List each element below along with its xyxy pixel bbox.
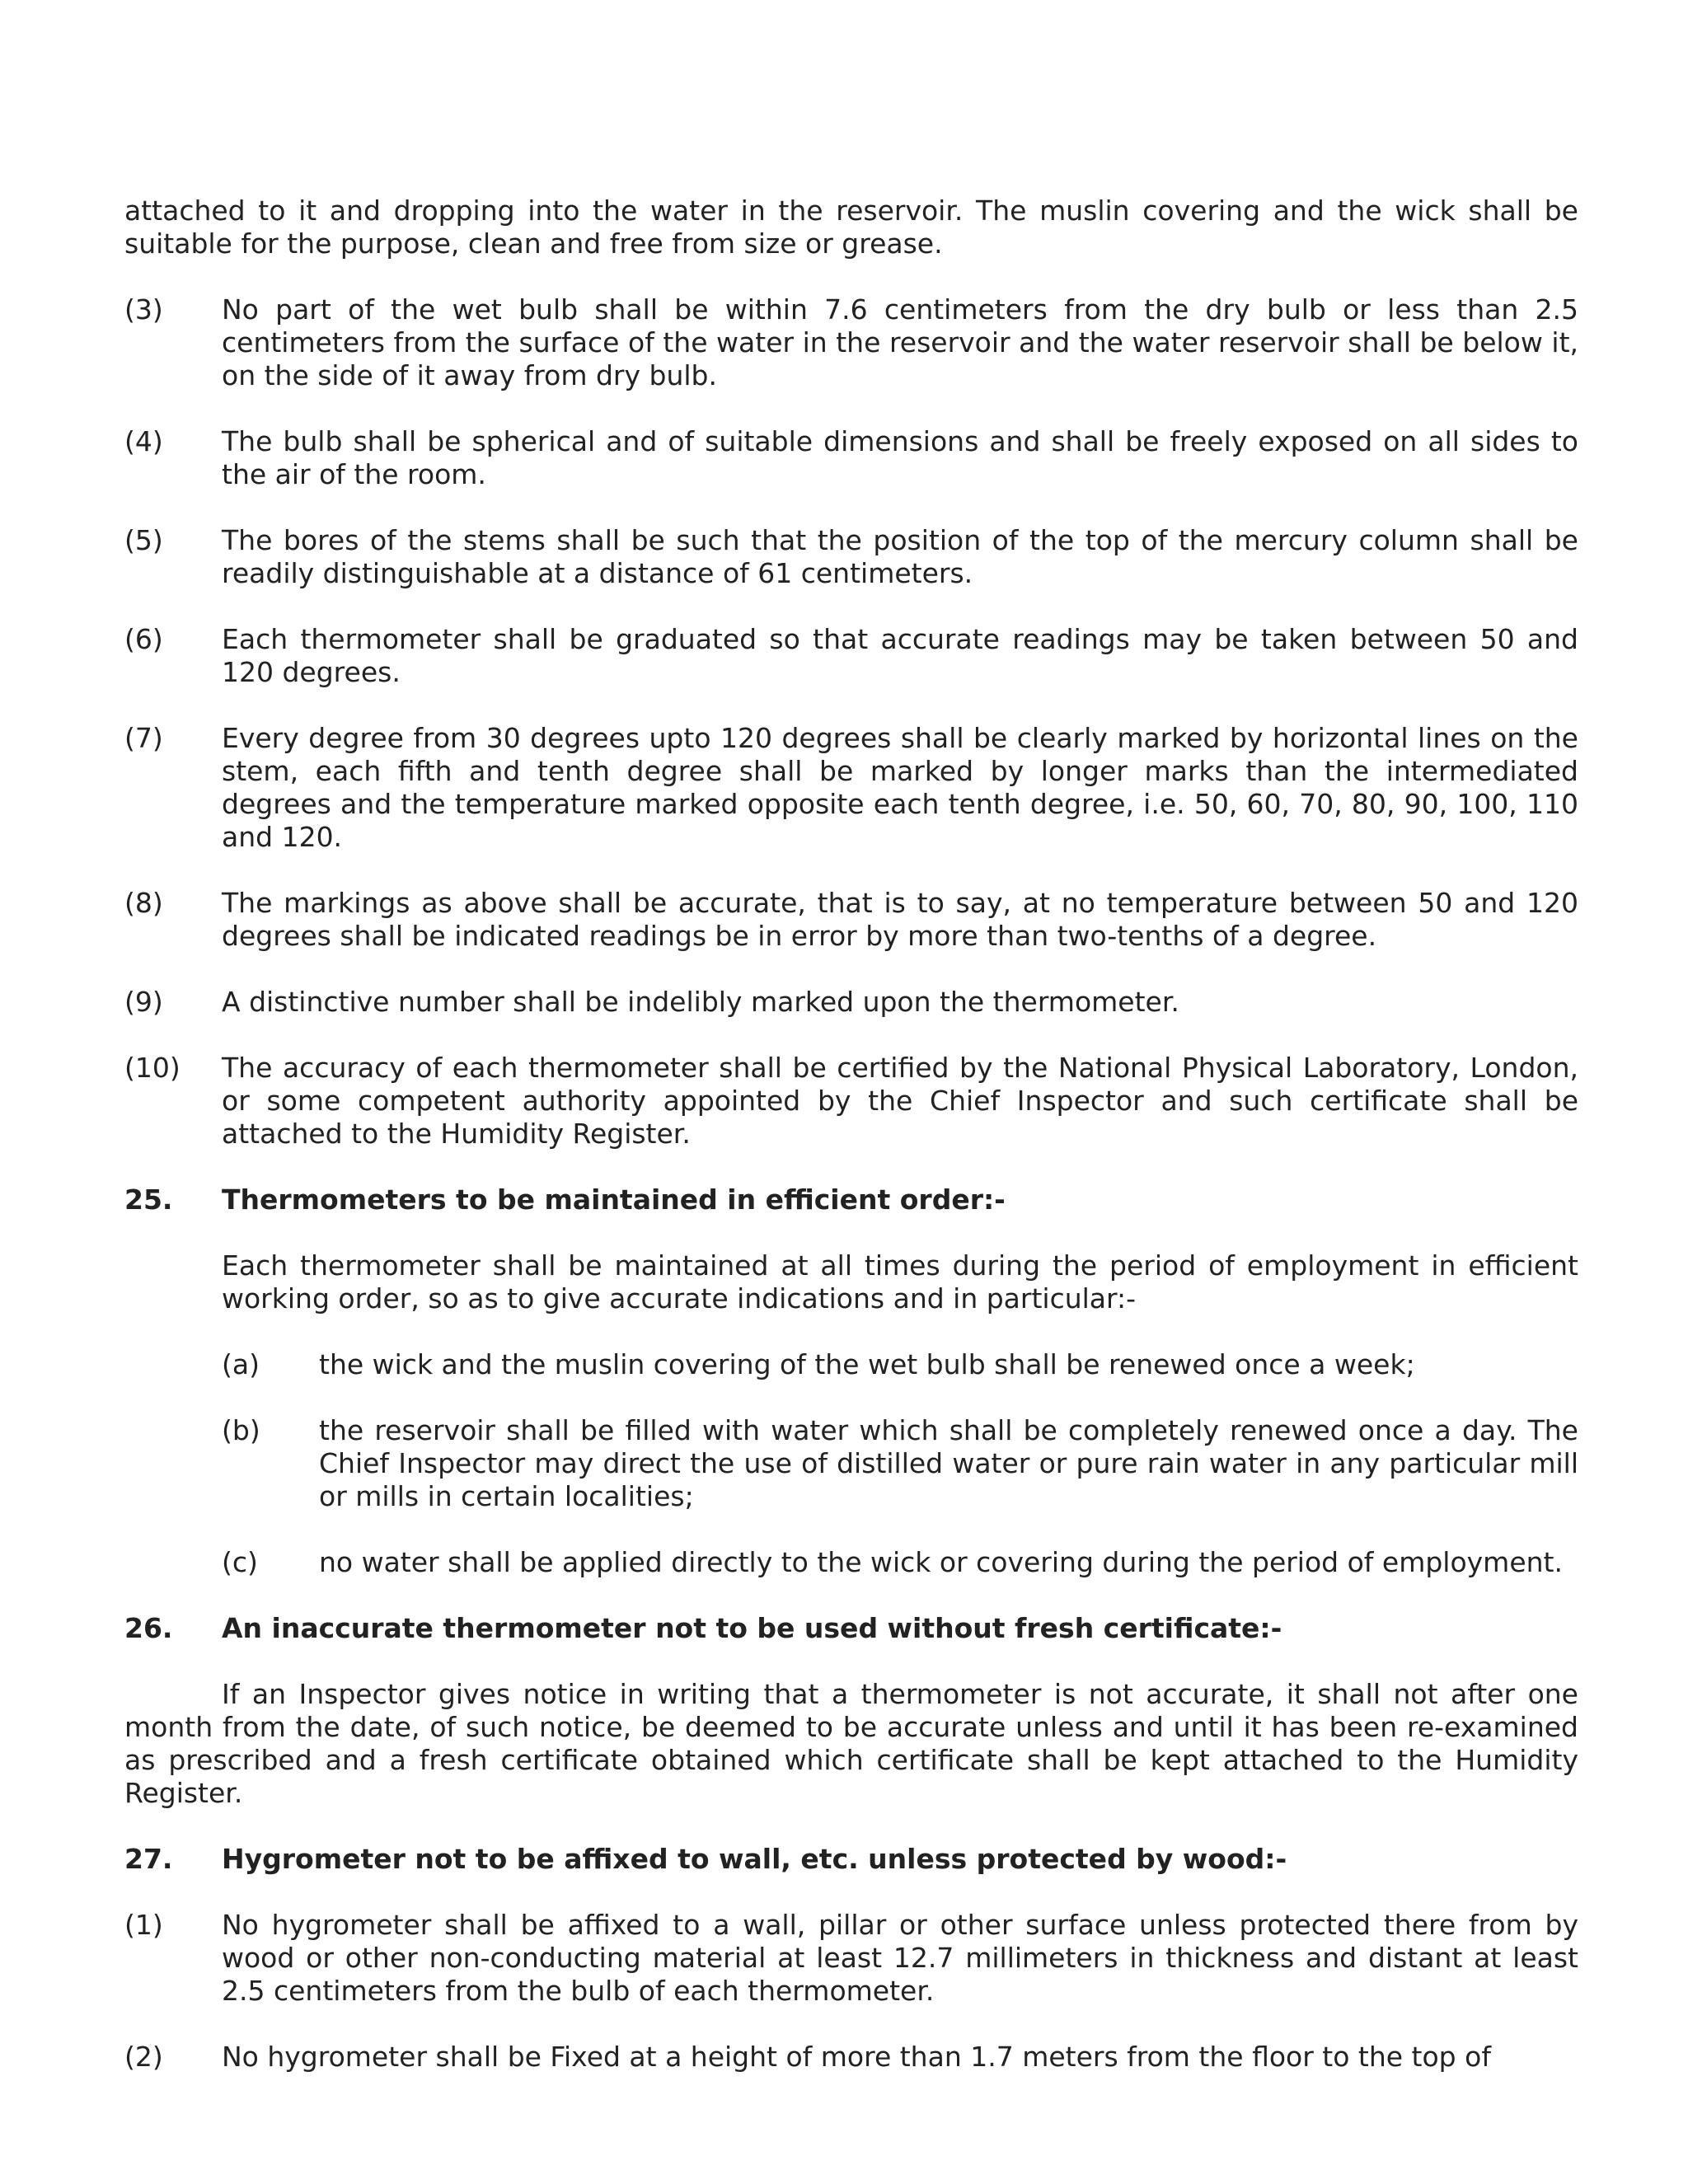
clause-text: The accuracy of each thermometer shall be certified by the National Physical Laboratory, London, or some competent authority appointed by the Chief Inspector and such certificate shall be attached to the Humidity Register. [222, 1052, 1578, 1150]
section-number: 27. [124, 1843, 173, 1875]
item-label: (a) [222, 1348, 260, 1380]
clause-number: (1) [124, 1909, 163, 1941]
clause-text: Every degree from 30 degrees upto 120 degrees shall be clearly marked by horizontal lines on the stem, each fifth and tenth degree shall be marked by longer marks than the intermediated degrees and the temperature marked opposite each tenth degree, i.e. 50, 60, 70, 80, 90, 100, 110 and 120. [222, 722, 1578, 853]
clause-number: (8) [124, 887, 163, 919]
clause-text: No hygrometer shall be affixed to a wall, pillar or other surface unless protected there from by wood or other non-conducting material at least 12.7 millimeters in thickness and distant at least 2.5 centimeters from the bulb of each thermometer. [222, 1909, 1578, 2007]
section-26-body: If an Inspector gives notice in writing that a thermometer is not accurate, it shall not after one month from the date, of such notice, be deemed to be accurate unless and until it has been re-examined as prescribed and a fresh certificate obtained which certificate shall be kept attached to the Humidity Register. [124, 1678, 1578, 1809]
clause-number: (4) [124, 425, 163, 457]
clause-5 [124, 524, 1578, 590]
clause-text: The markings as above shall be accurate, that is to say, at no temperature between 50 and 120 degrees shall be indicated readings be in error by more than two-tenths of a degree. [222, 887, 1578, 952]
clause-text: The bores of the stems shall be such that the position of the top of the mercury column shall be readily distinguishable at a distance of 61 centimeters. [222, 524, 1578, 589]
section-27-clause-1 [124, 1909, 1578, 2008]
section-25-item-a [222, 1348, 1578, 1381]
item-label: (b) [222, 1414, 260, 1446]
clause-7 [124, 722, 1578, 854]
section-25-heading [124, 1183, 1578, 1216]
section-title: Hygrometer not to be affixed to wall, etc. unless protected by wood:- [222, 1843, 1287, 1875]
clause-number: (10) [124, 1052, 181, 1084]
section-25-item-b [222, 1414, 1578, 1513]
section-25-item-c [222, 1546, 1578, 1579]
clause-4 [124, 425, 1578, 491]
section-27-clause-2 [124, 2041, 1578, 2074]
item-text: no water shall be applied directly to the wick or covering during the period of employment. [319, 1546, 1563, 1578]
clause-8 [124, 887, 1578, 953]
section-title: An inaccurate thermometer not to be used without fresh certificate:- [222, 1612, 1282, 1644]
document-page [124, 194, 1578, 2107]
clause-text: No hygrometer shall be Fixed at a height of more than 1.7 meters from the floor to the top of [222, 2041, 1491, 2073]
clause-number: (6) [124, 623, 163, 655]
clause-text: A distinctive number shall be indelibly marked upon the thermometer. [222, 986, 1179, 1018]
clause-9 [124, 986, 1578, 1019]
clause-text: Each thermometer shall be graduated so that accurate readings may be taken between 50 and 120 degrees. [222, 623, 1578, 688]
intro-paragraph: attached to it and dropping into the water in the reservoir. The muslin covering and the wick shall be suitable for the purpose, clean and free from size or grease. [124, 194, 1578, 260]
section-27-heading [124, 1843, 1578, 1876]
clause-6 [124, 623, 1578, 689]
clause-text: No part of the wet bulb shall be within 7.6 centimeters from the dry bulb or less than 2.5 centimeters from the surface of the water in the reservoir and the water reservoir shall be below it, on the side of it away from dry bulb. [222, 293, 1578, 391]
clause-number: (2) [124, 2041, 163, 2073]
clause-text: The bulb shall be spherical and of suitable dimensions and shall be freely exposed on all sides to the air of the room. [222, 425, 1578, 490]
section-26-heading [124, 1612, 1578, 1645]
section-title: Thermometers to be maintained in efficient order:- [222, 1183, 1006, 1216]
section-number: 26. [124, 1612, 173, 1644]
section-25-body: Each thermometer shall be maintained at all times during the period of employment in efficient working order, so as to give accurate indications and in particular:- [222, 1249, 1578, 1315]
clause-number: (3) [124, 293, 163, 326]
item-text: the wick and the muslin covering of the wet bulb shall be renewed once a week; [319, 1348, 1415, 1380]
clause-number: (5) [124, 524, 163, 556]
clause-number: (7) [124, 722, 163, 754]
section-number: 25. [124, 1183, 173, 1216]
clause-number: (9) [124, 986, 163, 1018]
item-text: the reservoir shall be filled with water which shall be completely renewed once a day. The Chief Inspector may direct the use of distilled water or pure rain water in any particular mill or mills in certain localities; [319, 1414, 1578, 1512]
clause-10 [124, 1052, 1578, 1151]
item-label: (c) [222, 1546, 258, 1578]
clause-3 [124, 293, 1578, 392]
